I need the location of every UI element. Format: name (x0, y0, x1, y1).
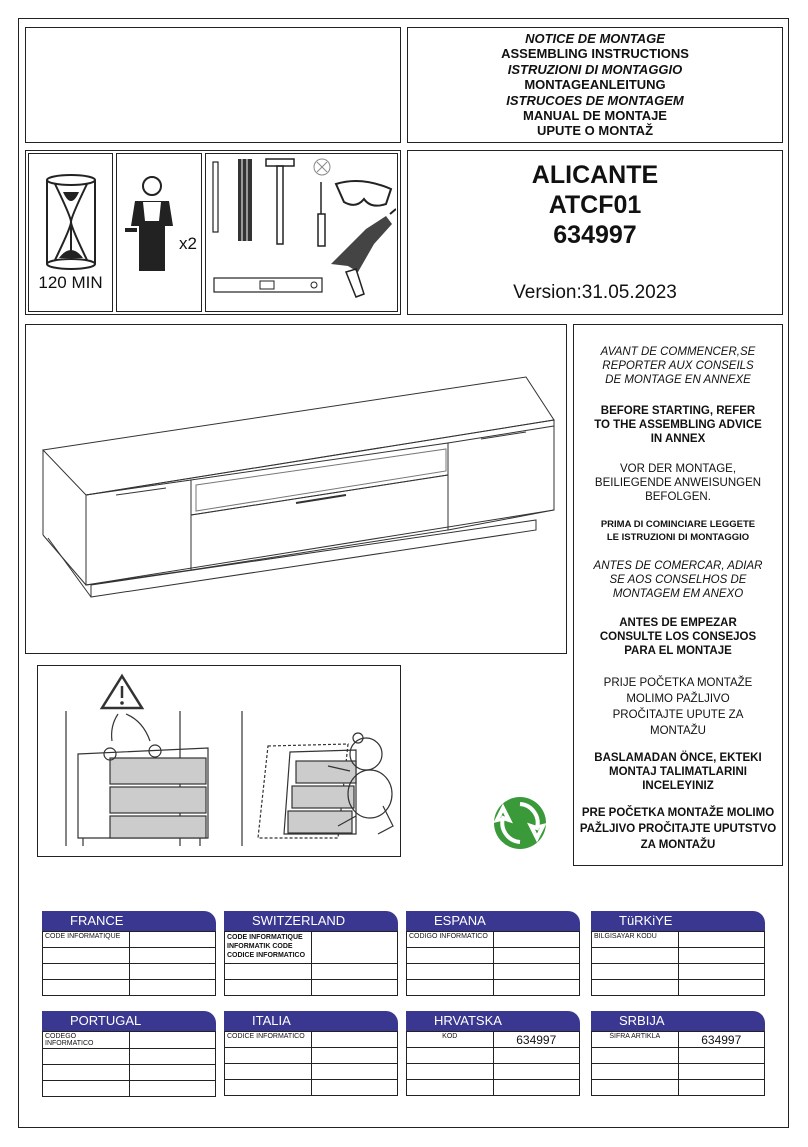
tv-cabinet-illustration (26, 325, 566, 653)
notice-en: ASSEMBLING INSTRUCTIONS (501, 46, 689, 62)
country-name: ESPANA (406, 911, 580, 931)
advice-it: PRIMA DI COMINCIARE LEGGETE LE ISTRUZIONI DI MONTAGGIO (600, 519, 756, 543)
anti-tip-warning-illustration (38, 666, 400, 856)
country-name: SWITZERLAND (224, 911, 398, 931)
persons-box (116, 153, 202, 312)
green-dot-recycle-icon (493, 796, 547, 850)
tools-box (205, 153, 398, 312)
safety-illustration-box (37, 665, 401, 857)
product-number: 634997 (553, 221, 637, 249)
country-name: ITALIA (224, 1011, 398, 1031)
code-value[interactable]: 634997 (493, 1032, 580, 1048)
worker-icon (125, 176, 180, 276)
instructions-title-box (407, 27, 783, 143)
assembly-time: 120 MIN (38, 273, 103, 292)
code-value[interactable]: 634997 (678, 1032, 765, 1048)
logo-area (25, 27, 401, 143)
code-label: KOD (407, 1032, 494, 1048)
advice-hr: PRIJE POČETKA MONTAŽE MOLIMO PAŽLJIVO PROČITAJTE UPUTE ZA MONTAŽU (603, 677, 753, 737)
tools-icon (206, 154, 396, 309)
advice-es: ANTES DE EMPEZAR CONSULTE LOS CONSEJOS PARA EL MONTAJE (599, 617, 757, 657)
country-name: PORTUGAL (42, 1011, 216, 1031)
product-name: ALICANTE (531, 161, 659, 189)
code-value[interactable] (311, 932, 398, 964)
code-label: CODIGO INFORMATICO (407, 932, 494, 948)
code-label: CODE INFORMATIQUE INFORMATIK CODE CODICE INFORMATICO (225, 932, 312, 964)
code-label: CODE INFORMATIQUE (43, 932, 130, 948)
notice-de: MONTAGEANLEITUNG (524, 77, 666, 93)
country-table-france (42, 911, 216, 996)
country-table-hrvatska (406, 1011, 580, 1096)
notice-es: MANUAL DE MONTAJE (523, 108, 667, 124)
country-table-switzerland (224, 911, 398, 996)
code-value[interactable] (678, 932, 765, 948)
country-table-srbija (591, 1011, 765, 1096)
version-date: Version:31.05.2023 (513, 282, 677, 303)
notice-fr: NOTICE DE MONTAGE (525, 31, 665, 46)
product-box (407, 150, 783, 315)
country-name: TüRKiYE (591, 911, 765, 931)
country-name: SRBIJA (591, 1011, 765, 1031)
country-table-espana (406, 911, 580, 996)
code-label: CODEGO INFORMATICO (43, 1032, 130, 1049)
country-name: FRANCE (42, 911, 216, 931)
code-value[interactable] (311, 1032, 398, 1048)
advice-pt: ANTES DE COMERCAR, ADIAR SE AOS CONSELHOS DE MONTAGEM EM ANEXO (593, 560, 763, 600)
advice-fr: AVANT DE COMMENCER,SE REPORTER AUX CONSEILS DE MONTAGE EN ANNEXE (600, 346, 756, 386)
code-value[interactable] (493, 932, 580, 948)
advice-sr: PRE POČETKA MONTAŽE MOLIMO PAŽLJIVO PROČITAJTE UPUTSTVO ZA MONTAŽU (579, 807, 777, 851)
notice-hr: UPUTE O MONTAŽ (536, 123, 654, 139)
code-label: ŠIFRA ARTIKLA (592, 1032, 679, 1048)
country-table-portugal (42, 1011, 216, 1097)
advice-box (573, 324, 783, 866)
advice-de: VOR DER MONTAGE, BEILIEGENDE ANWEISUNGEN BEFOLGEN. (594, 463, 762, 503)
country-table-italia (224, 1011, 398, 1096)
time-box (28, 153, 113, 312)
advice-en: BEFORE STARTING, REFER TO THE ASSEMBLING ADVICE IN ANNEX (594, 405, 762, 445)
product-illustration-box (25, 324, 567, 654)
code-value[interactable] (129, 932, 216, 948)
code-value[interactable] (129, 1032, 216, 1049)
persons-count: x2 (179, 234, 197, 253)
country-name: HRVATSKA (406, 1011, 580, 1031)
code-label: CODICE INFORMATICO (225, 1032, 312, 1048)
code-label: BILGISAYAR KODU (592, 932, 679, 948)
advice-tr: BASLAMADAN ÖNCE, EKTEKI MONTAJ TALIMATLARINI INCELEYINIZ (594, 752, 762, 792)
notice-it: ISTRUZIONI DI MONTAGGIO (507, 61, 683, 77)
product-code: ATCF01 (548, 191, 642, 219)
country-table-turkiye (591, 911, 765, 996)
hourglass-icon (41, 172, 101, 272)
notice-pt: ISTRUCOES DE MONTAGEM (506, 92, 684, 108)
